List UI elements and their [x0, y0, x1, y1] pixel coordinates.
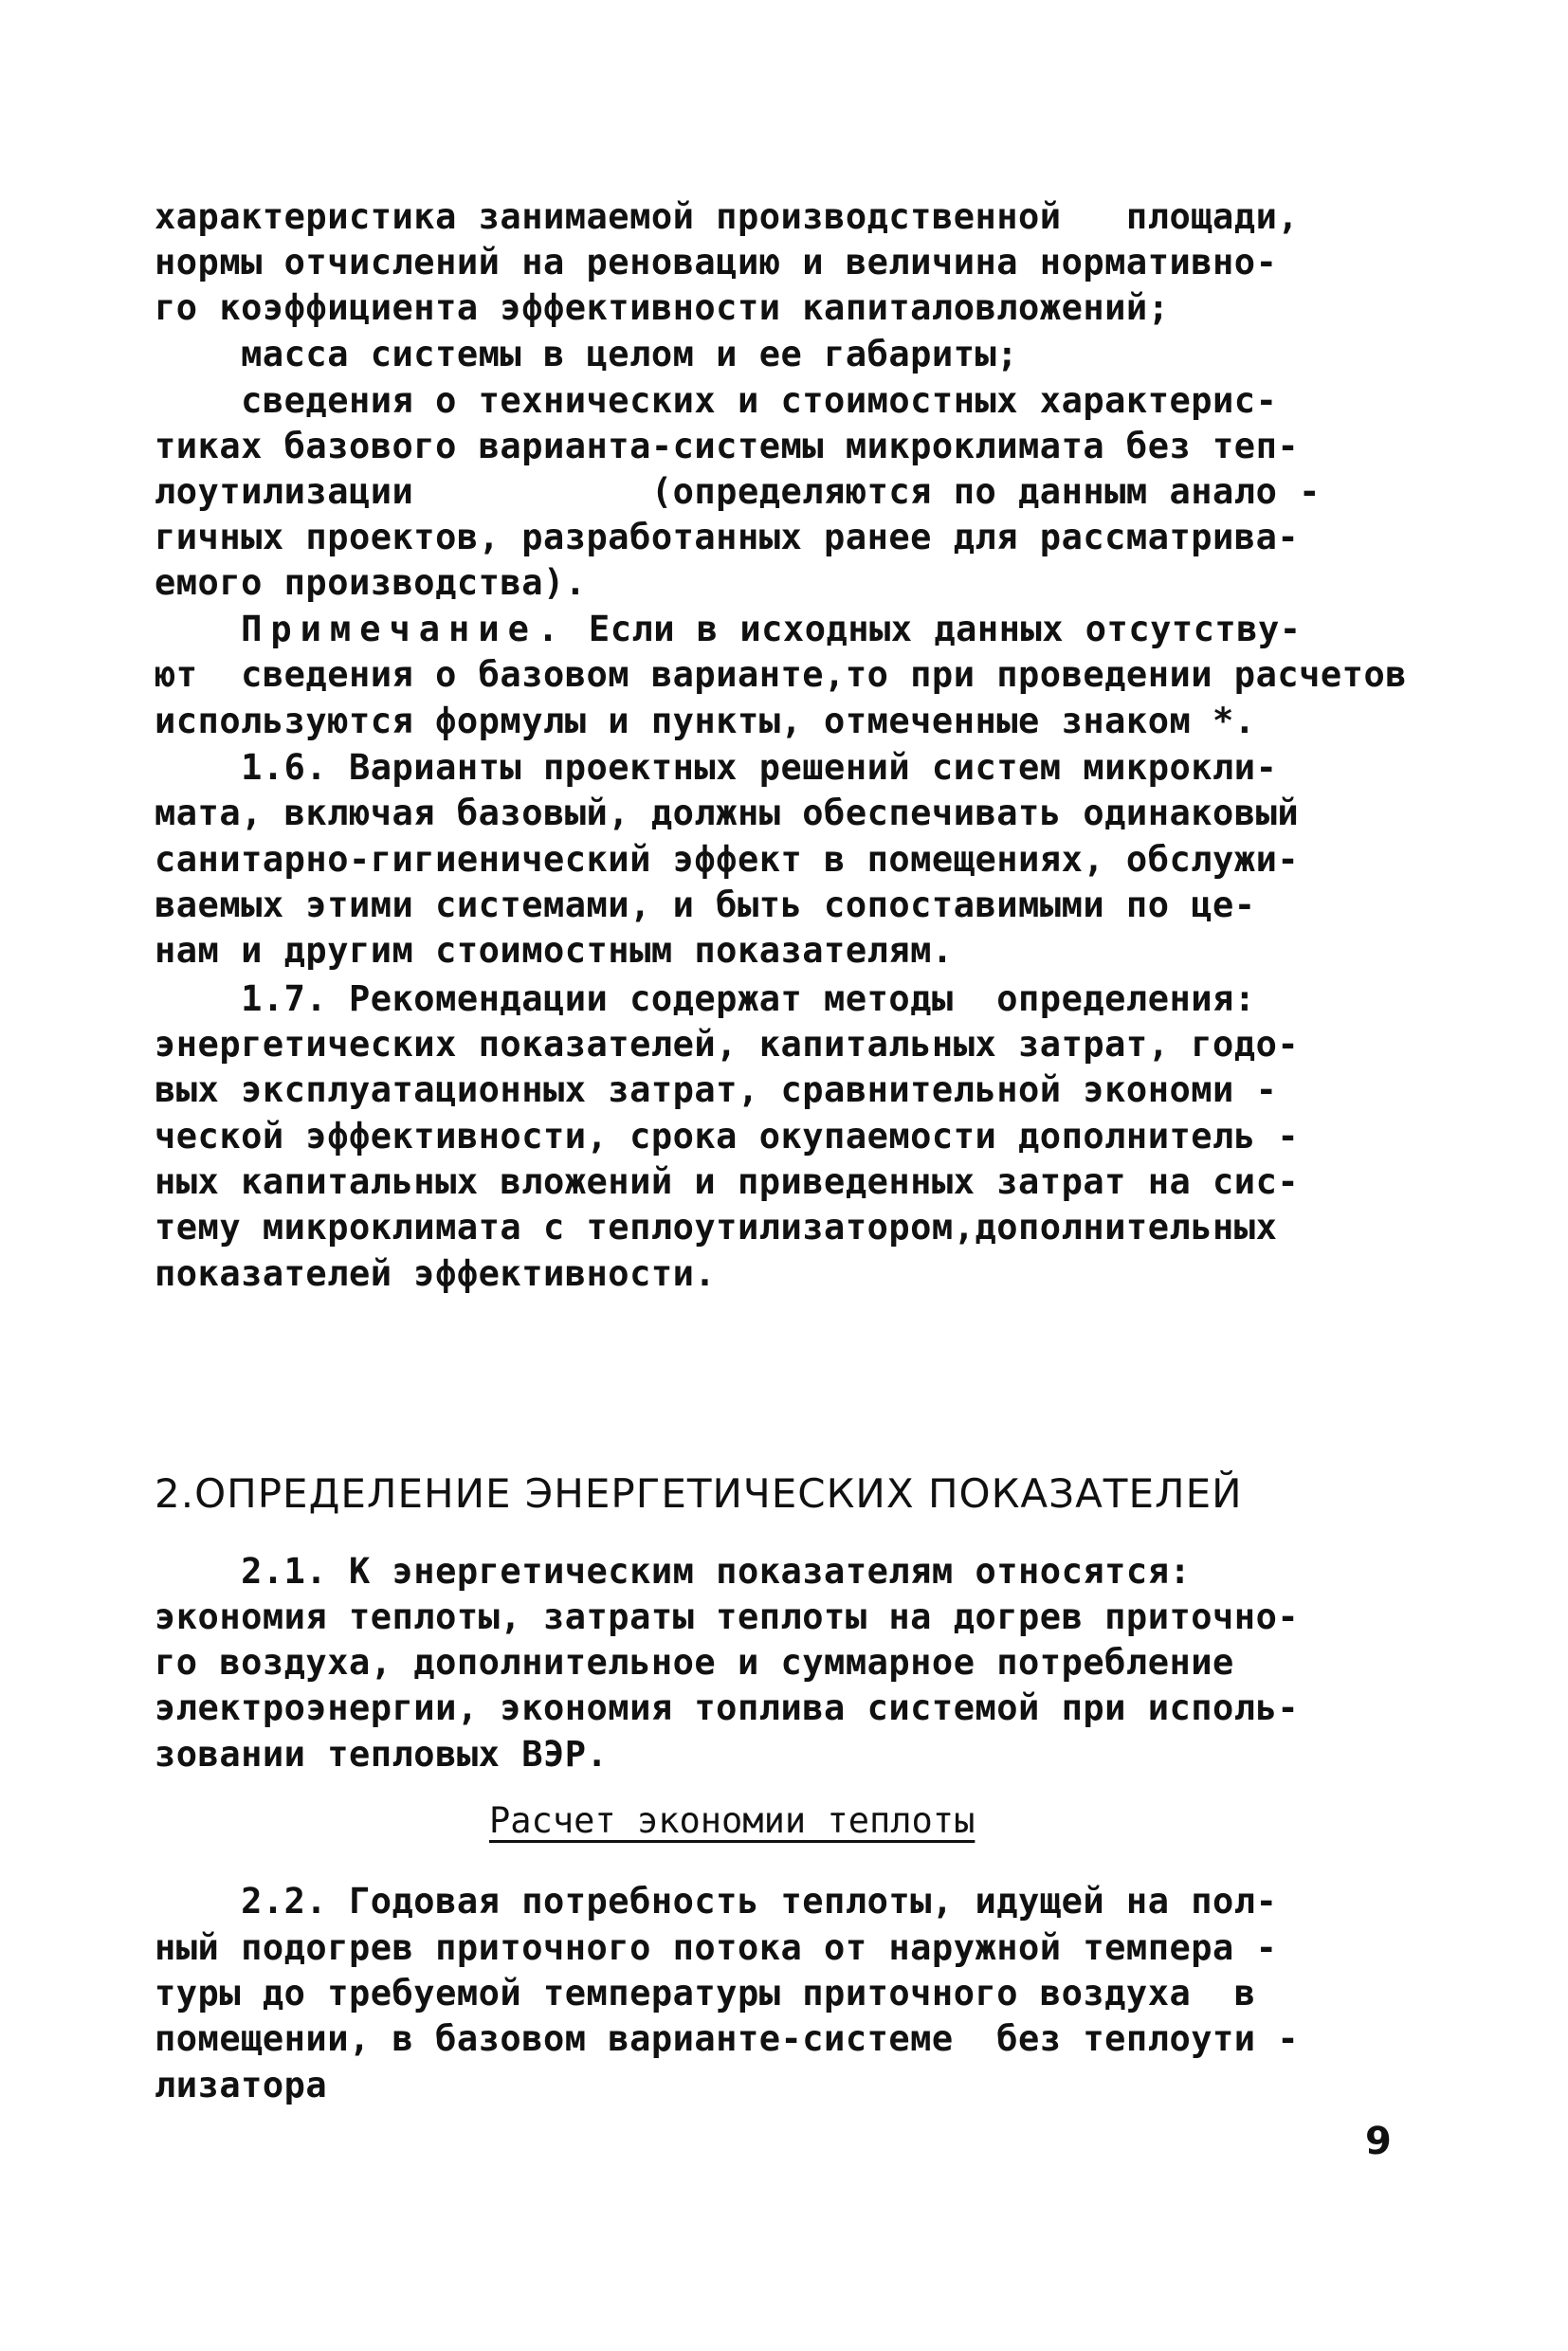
- paragraph-1-6-line: санитарно-гигиенический эффект в помещениях, обслужи-: [155, 839, 1300, 880]
- text-line: характеристика занимаемой производственной площади,: [155, 196, 1300, 237]
- page-number: 9: [1365, 2120, 1392, 2163]
- paragraph-1-6-line: 1.6. Варианты проектных решений систем микрокли-: [155, 747, 1278, 788]
- subsection-heading: Расчет экономии теплоты: [489, 1800, 975, 1841]
- paragraph-1-7-line: энергетических показателей, капитальных затрат, годо-: [155, 1024, 1300, 1065]
- paragraph-2-1-line: электроэнергии, экономия топлива системой при исполь-: [155, 1687, 1300, 1728]
- paragraph-1-7-line: 1.7. Рекомендации содержат методы определения:: [155, 978, 1256, 1019]
- text-line: тиках базового варианта-системы микроклимата без теп-: [155, 426, 1300, 466]
- note-line: используются формулы и пункты, отмеченные знаком *.: [155, 701, 1256, 741]
- note-line: [155, 607, 1302, 652]
- note-label: Примечание.: [241, 609, 568, 649]
- text-line: лоутилизации (определяются по данным анало -: [155, 471, 1321, 512]
- text-line: го коэффициента эффективности капиталовложений;: [155, 287, 1170, 328]
- paragraph-2-2-line: ный подогрев приточного потока от наружной темпера -: [155, 1927, 1278, 1968]
- paragraph-2-2-line: 2.2. Годовая потребность теплоты, идущей на пол-: [155, 1881, 1278, 1922]
- paragraph-2-2-line: лизатора: [155, 2065, 328, 2105]
- paragraph-1-7-line: ных капитальных вложений и приведенных затрат на сис-: [155, 1161, 1300, 1202]
- paragraph-1-7-line: вых эксплуатационных затрат, сравнительной экономи -: [155, 1069, 1278, 1110]
- paragraph-2-2-line: помещении, в базовом варианте-системе без теплоути -: [155, 2018, 1300, 2059]
- paragraph-2-1-line: 2.1. К энергетическим показателям относятся:: [155, 1551, 1192, 1592]
- paragraph-1-7-line: тему микроклимата с теплоутилизатором,дополнительных: [155, 1207, 1278, 1248]
- paragraph-1-7-line: показателей эффективности.: [155, 1253, 717, 1294]
- paragraph-1-6-line: ваемых этими системами, и быть сопоставимыми по це-: [155, 884, 1256, 925]
- paragraph-2-2-line: туры до требуемой температуры приточного воздуха в: [155, 1973, 1256, 2014]
- paragraph-1-7-line: ческой эффективности, срока окупаемости дополнитель -: [155, 1116, 1300, 1157]
- paragraph-2-1-line: го воздуха, дополнительное и суммарное потребление: [155, 1642, 1234, 1683]
- note-line: ют сведения о базовом варианте,то при проведении расчетов: [155, 654, 1408, 695]
- note-text: Если в исходных данных отсутству-: [567, 609, 1302, 649]
- section-heading: 2.ОПРЕДЕЛЕНИЕ ЭНЕРГЕТИЧЕСКИХ ПОКАЗАТЕЛЕЙ: [155, 1470, 1243, 1517]
- text-line: гичных проектов, разработанных ранее для рассматрива-: [155, 517, 1300, 557]
- text-line: сведения о технических и стоимостных характерис-: [155, 380, 1278, 421]
- paragraph-2-1-line: экономия теплоты, затраты теплоты на догрев приточно-: [155, 1596, 1300, 1637]
- paragraph-2-1-line: зовании тепловых ВЭР.: [155, 1734, 609, 1775]
- paragraph-1-6-line: нам и другим стоимостным показателям.: [155, 930, 954, 971]
- paragraph-1-6-line: мата, включая базовый, должны обеспечивать одинаковый: [155, 793, 1300, 833]
- text-line: нормы отчислений на реновацию и величина нормативно-: [155, 242, 1278, 282]
- text-line: масса системы в целом и ее габариты;: [155, 334, 1019, 374]
- text-line: емого производства).: [155, 562, 587, 603]
- note-indent: [155, 609, 241, 649]
